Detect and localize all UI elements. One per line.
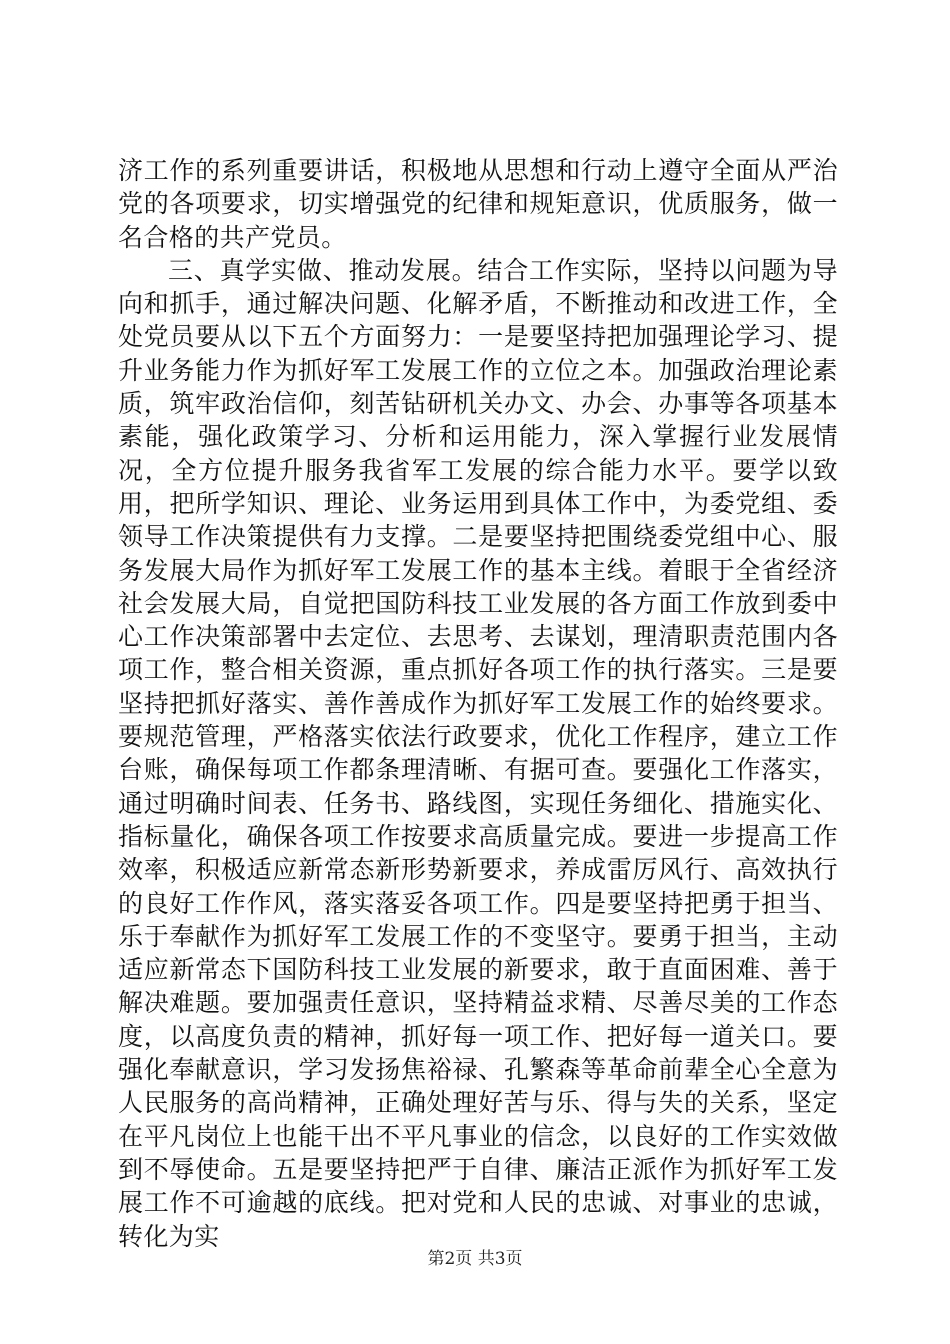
page-number-footer: 第2页 共3页 [427, 1249, 523, 1269]
document-body [118, 154, 838, 1253]
paragraph-continued: 济工作的系列重要讲话，积极地从思想和行动上遵守全面从严治党的各项要求，切实增强党的纪律和规矩意识，优质服务，做一名合格的共产党员。 [118, 156, 838, 252]
paragraph-section-three: 三、真学实做、推动发展。结合工作实际，坚持以问题为导向和抓手，通过解决问题、化解矛盾，不断推动和改进工作，全处党员要从以下五个方面努力：一是要坚持把加强理论学习、提升业务能力作为抓好军工发展工作的立位之本。加强政治理论素质，筑牢政治信仰，刻苦钻研机关办文、办会、办事等各项基本素能，强化政策学习、分析和运用能力，深入掌握行业发展情况，全方位提升服务我省军工发展的综合能力水平。要学以致用，把所学知识、理论、业务运用到具体工作中，为委党组、委领导工作决策提供有力支撑。二是要坚持把围绕委党组中心、服务发展大局作为抓好军工发展工作的基本主线。着眼于全省经济社会发展大局，自觉把国防科技工业发展的各方面工作放到委中心工作决策部署中去定位、去思考、去谋划，理清职责范围内各项工作，整合相关资源，重点抓好各项工作的执行落实。三是要坚持把抓好落实、善作善成作为抓好军工发展工作的始终要求。要规范管理，严格落实依法行政要求，优化工作程序，建立工作台账，确保每项工作都条理清晰、有据可查。要强化工作落实，通过明确时间表、任务书、路线图，实现任务细化、措施实化、指标量化，确保各项工作按要求高质量完成。要进一步提高工作效率，积极适应新常态新形势新要求，养成雷厉风行、高效执行的良好工作作风，落实落妥各项工作。四是要坚持把勇于担当、乐于奉献作为抓好军工发展工作的不变坚守。要勇于担当，主动适应新常态下国防科技工业发展的新要求，敢于直面困难、善于解决难题。要加强责任意识，坚持精益求精、尽善尽美的工作态度，以高度负责的精神，抓好每一项工作、把好每一道关口。要强化奉献意识，学习发扬焦裕禄、孔繁森等革命前辈全心全意为人民服务的高尚精神，正确处理好苦与乐、得与失的关系，坚定在平凡岗位上也能干出不平凡事业的信念，以良好的工作实效做到不辱使命。五是要坚持把严于自律、廉洁正派作为抓好军工发展工作不可逾越的底线。把对党和人民的忠诚、对事业的忠诚，转化为实 [118, 255, 838, 1251]
